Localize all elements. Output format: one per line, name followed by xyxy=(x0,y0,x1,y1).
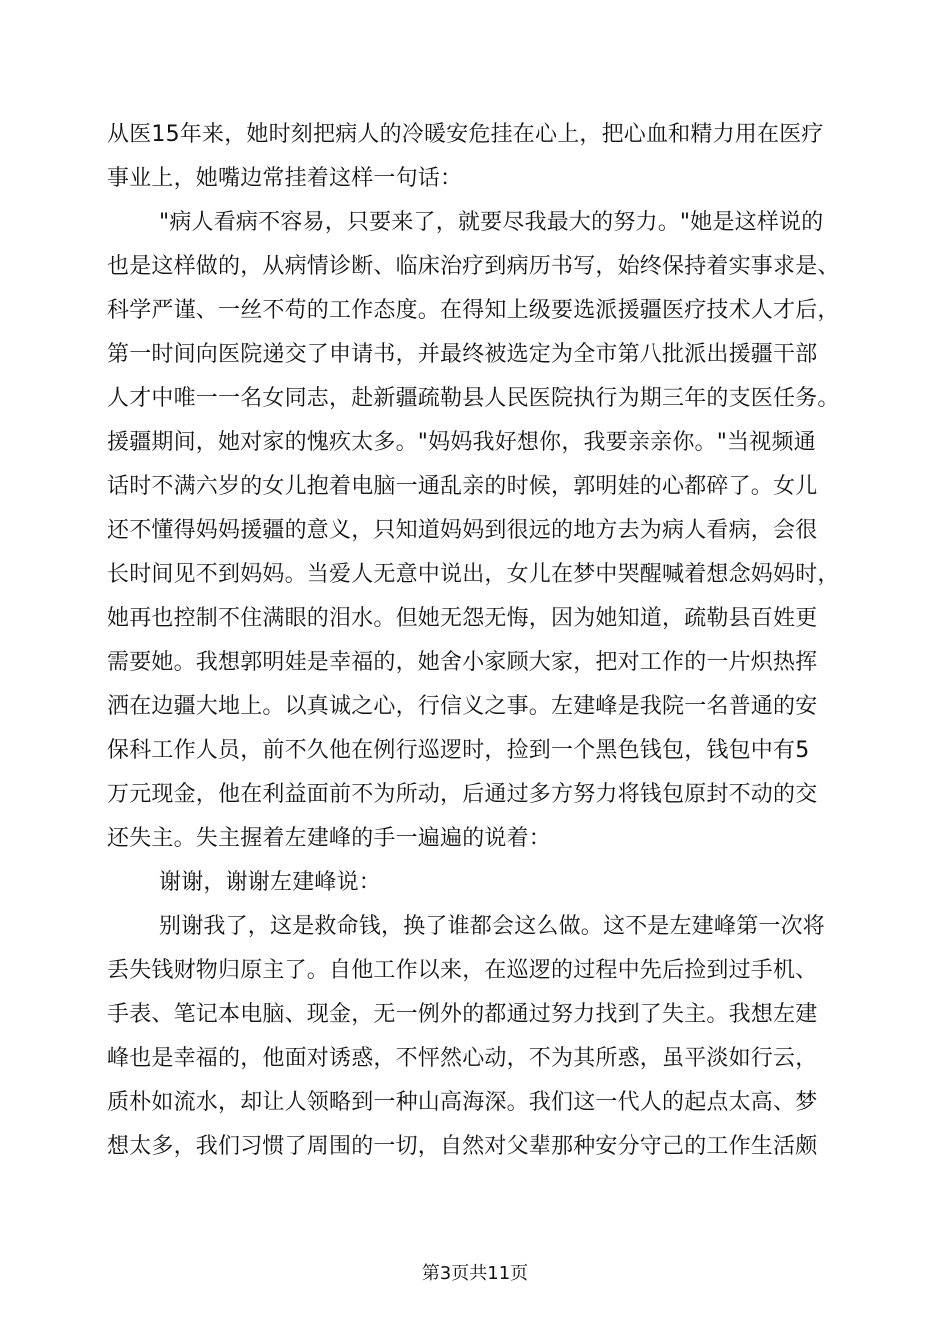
document-body xyxy=(107,113,867,1169)
text-line: 想太多，我们习惯了周围的一切，自然对父辈那种安分守己的工作生活颇 xyxy=(107,1134,818,1159)
text-line: 她再也控制不住满眼的泪水。但她无怨无悔，因为她知道，疏勒县百姓更 xyxy=(107,606,818,631)
text-line: 也是这样做的，从病情诊断、临床治疗到病历书写，始终保持着实事求是、 xyxy=(107,254,840,279)
text-line: 别谢我了，这是救命钱，换了谁都会这么做。这不是左建峰第一次将 xyxy=(159,914,826,939)
text-line: 长时间见不到妈妈。当爱人无意中说出，女儿在梦中哭醒喊着想念妈妈时， xyxy=(107,562,840,587)
text-line: 还不懂得妈妈援疆的意义，只知道妈妈到很远的地方去为病人看病，会很 xyxy=(107,518,818,543)
page-number: 第3页共11页 xyxy=(421,1263,529,1284)
text-line: 峰也是幸福的，他面对诱惑，不怦然心动，不为其所惑，虽平淡如行云， xyxy=(107,1046,818,1071)
text-line: 丢失钱财物归原主了。自他工作以来，在巡逻的过程中先后捡到过手机、 xyxy=(107,958,818,983)
text-line: 谢谢，谢谢左建峰说： xyxy=(159,870,382,895)
text-line: 话时不满六岁的女儿抱着电脑一通乱亲的时候，郭明娃的心都碎了。女儿 xyxy=(107,474,818,499)
text-line: 洒在边疆大地上。以真诚之心，行信义之事。左建峰是我院一名普通的安 xyxy=(107,694,818,719)
text-line: 科学严谨、一丝不苟的工作态度。在得知上级要选派援疆医疗技术人才后， xyxy=(107,298,840,323)
text-line: 事业上，她嘴边常挂着这样一句话： xyxy=(107,166,463,191)
text-line: 手表、笔记本电脑、现金，无一例外的都通过努力找到了失主。我想左建 xyxy=(107,1002,818,1027)
text-line: "病人看病不容易，只要来了，就要尽我最大的努力。"她是这样说的 xyxy=(159,210,824,235)
text-line: 第一时间向医院递交了申请书，并最终被选定为全市第八批派出援疆干部 xyxy=(107,342,818,367)
text-line: 援疆期间，她对家的愧疚太多。"妈妈我好想你，我要亲亲你。"当视频通 xyxy=(107,430,816,455)
text-line: 万元现金，他在利益面前不为所动，后通过多方努力将钱包原封不动的交 xyxy=(107,782,818,807)
text-line: 还失主。失主握着左建峰的手一遍遍的说着： xyxy=(107,826,552,851)
text-line: 保科工作人员，前不久他在例行巡逻时，捡到一个黑色钱包，钱包中有5 xyxy=(107,738,810,763)
text-line: 需要她。我想郭明娃是幸福的，她舍小家顾大家，把对工作的一片炽热挥 xyxy=(107,650,818,675)
text-line: 质朴如流水，却让人领略到一种山高海深。我们这一代人的起点太高、梦 xyxy=(107,1090,818,1115)
text-line: 人才中唯一一名女同志，赴新疆疏勒县人民医院执行为期三年的支医任务。 xyxy=(107,386,840,411)
text-line: 从医15年来，她时刻把病人的冷暖安危挂在心上，把心血和精力用在医疗 xyxy=(107,122,824,147)
